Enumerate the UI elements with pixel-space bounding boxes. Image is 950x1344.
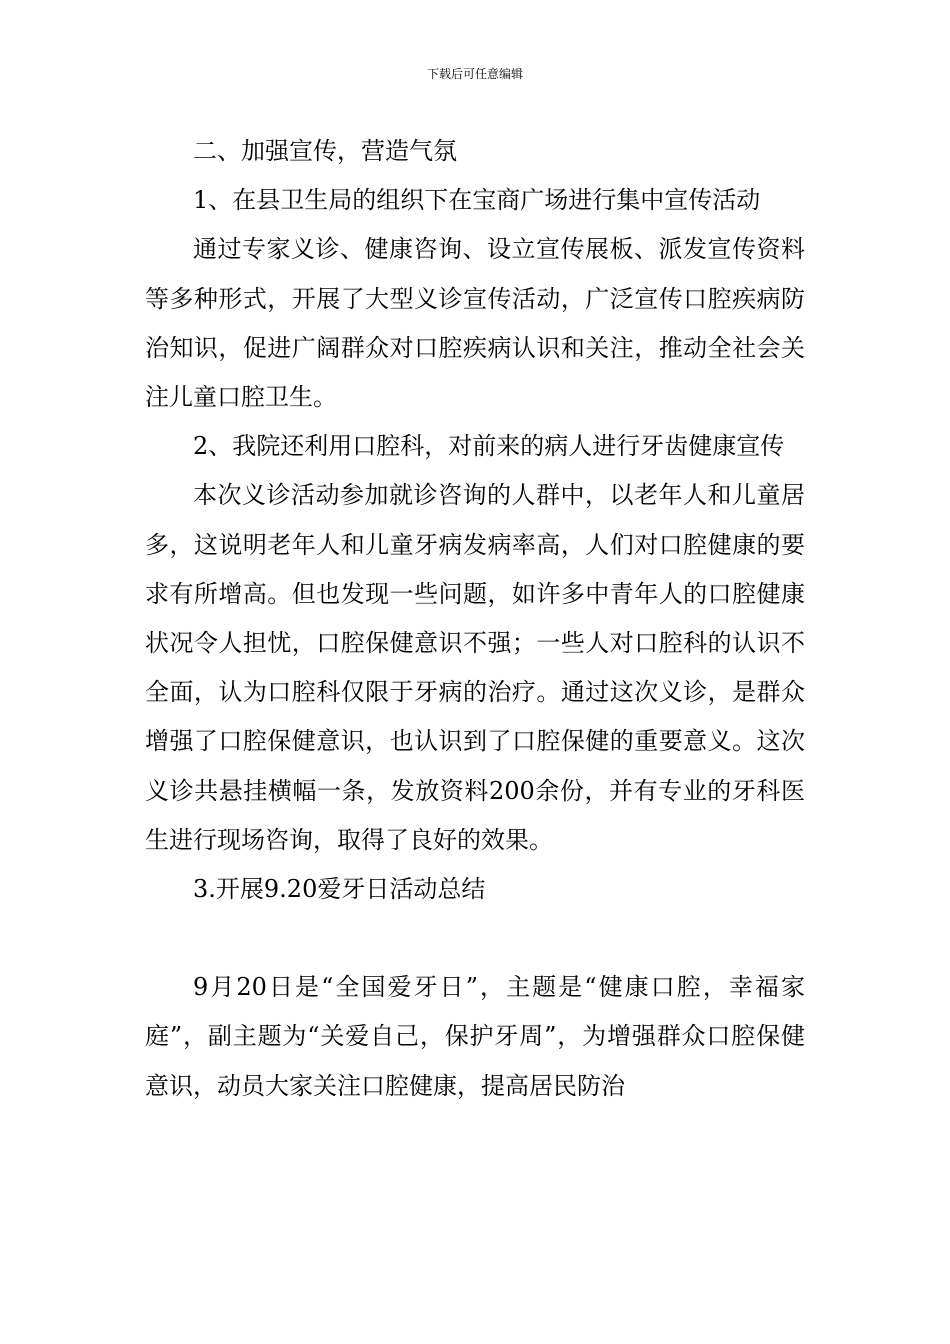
- item2-heading: 2、我院还利用口腔科，对前来的病人进行牙齿健康宣传: [193, 432, 785, 461]
- document-body: [145, 127, 805, 1111]
- item2-paragraph: 本次义诊活动参加就诊咨询的人群中，以老年人和儿童居多，这说明老年人和儿童牙病发病率高，人们对口腔健康的要求有所增高。但也发现一些问题，如许多中青年人的口腔健康状况令人担忧，口腔保健意识不强；一些人对口腔科的认识不全面，认为口腔科仅限于牙病的治疗。通过这次义诊，是群众增强了口腔保健意识，也认识到了口腔保健的重要意义。这次义诊共悬挂横幅一条，发放资料200余份，并有专业的牙科医生进行现场咨询，取得了良好的效果。: [145, 481, 805, 854]
- item1-paragraph: 通过专家义诊、健康咨询、设立宣传展板、派发宣传资料等多种形式，开展了大型义诊宣传活动，广泛宣传口腔疾病防治知识，促进广阔群众对口腔疾病认识和关注，推动全社会关注儿童口腔卫生。: [145, 235, 805, 412]
- item1-heading: 1、在县卫生局的组织下在宝商广场进行集中宣传活动: [193, 186, 761, 215]
- item3-heading: 3.开展9.20爱牙日活动总结: [193, 875, 486, 904]
- item3-paragraph: 9月20日是“全国爱牙日”，主题是“健康口腔，幸福家庭”，副主题为“关爱自己，保护牙周”，为增强群众口腔保健意识，动员大家关注口腔健康，提高居民防治: [145, 973, 805, 1100]
- blank-line: [145, 914, 805, 963]
- section-heading: 二、加强宣传，营造气氛: [193, 137, 457, 165]
- page-header: 下载后可任意编辑: [426, 67, 523, 81]
